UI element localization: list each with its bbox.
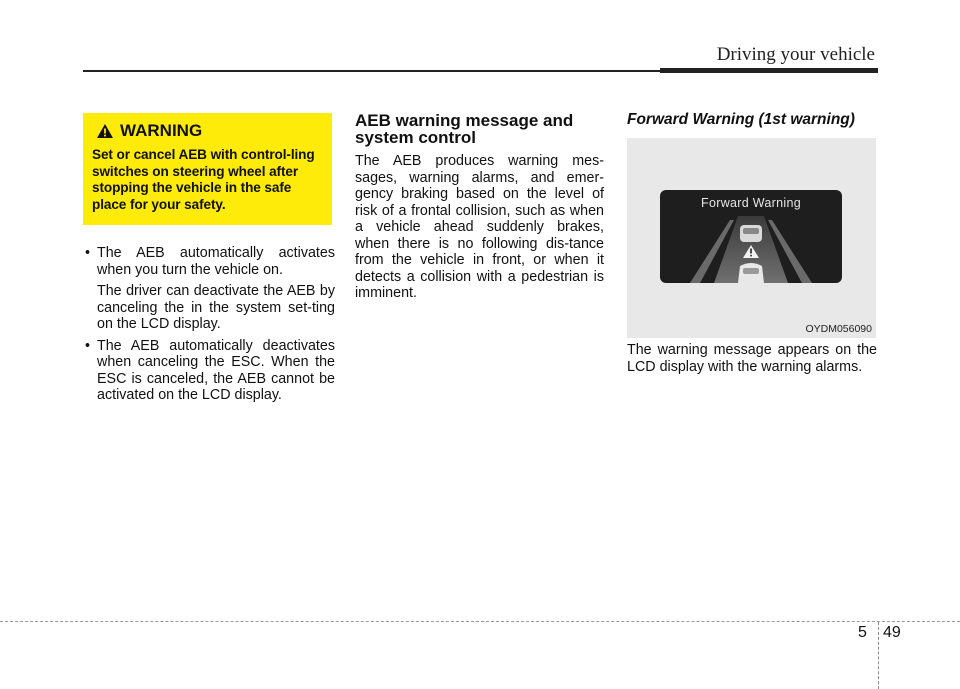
- header-rule: [83, 70, 660, 72]
- subsection-title: Forward Warning (1st warning): [627, 111, 855, 128]
- bullet-dot-icon: •: [85, 245, 91, 261]
- chapter-number: 5: [858, 624, 867, 641]
- lcd-display: [660, 190, 842, 283]
- figure-code: OYDM056090: [805, 323, 872, 335]
- bullet-text: The AEB automatically activates when you turn the vehicle on.: [97, 245, 335, 278]
- page-header-title: Driving your vehicle: [716, 44, 875, 65]
- subsection-body: The warning message appears on the LCD display with the warning alarms.: [627, 342, 877, 375]
- lcd-display-label: Forward Warning: [701, 196, 801, 210]
- warning-box: [83, 113, 332, 225]
- bullet-text: The AEB automatically deactivates when canceling the ESC. When the ESC is canceled, the AEB cannot be activated on the LCD display.: [97, 337, 335, 403]
- section-title: AEB warning message and system control: [355, 111, 574, 147]
- warning-text: Set or cancel AEB with control-ling switches on steering wheel after stopping the vehicle in the safe place for your safety.: [92, 147, 315, 212]
- bullet-dot-icon: •: [85, 337, 91, 354]
- warning-heading-text: WARNING: [120, 121, 203, 140]
- list-item: [85, 245, 335, 278]
- lcd-figure: [627, 138, 876, 338]
- page-number-separator: [878, 622, 879, 689]
- page-number: 49: [883, 624, 901, 641]
- bullet-subparagraph: The driver can deactivate the AEB by canceling the in the system set-ting on the LCD display.: [97, 283, 335, 332]
- section-body: The AEB produces warning mes-sages, warning alarms, and emer-gency braking based on the level of risk of a frontal collision, such as when a vehicle ahead suddenly brakes, when there is no following dis-tance from the vehicle in front, or when it detects a collision with a pedestrian is imminent.: [355, 153, 604, 301]
- left-bullets: [85, 245, 335, 404]
- forward-collision-icon: [660, 190, 842, 283]
- footer-rule: [0, 621, 960, 622]
- warning-triangle-icon: [96, 123, 114, 139]
- warning-heading: [96, 121, 324, 141]
- list-item: [85, 338, 335, 404]
- header-rule-thick: [660, 68, 878, 73]
